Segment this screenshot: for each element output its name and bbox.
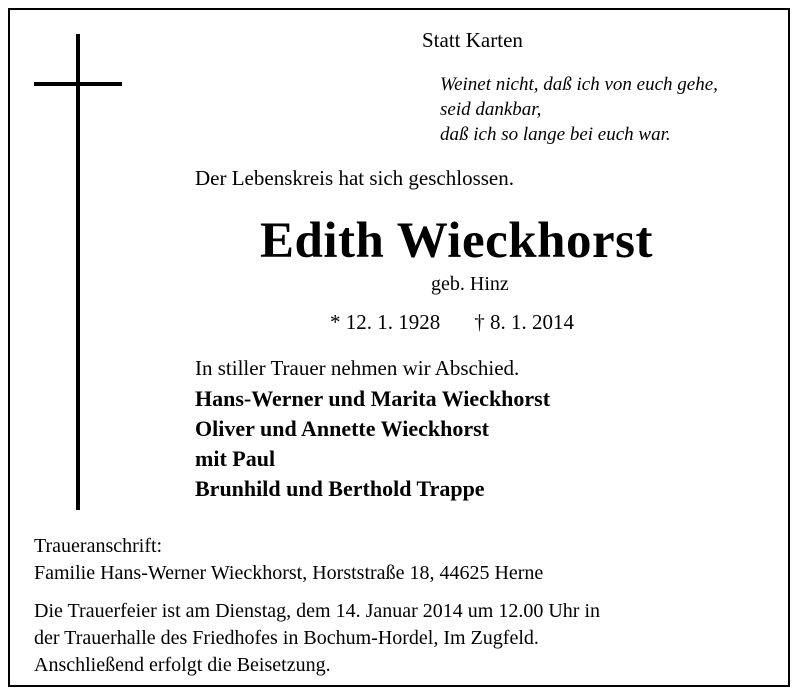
birth-date: * 12. 1. 1928 — [330, 310, 441, 334]
mourning-address — [34, 533, 543, 587]
mourner-entry: Oliver und Annette Wieckhorst — [195, 416, 489, 441]
life-dates — [330, 310, 574, 335]
intro-text: Der Lebenskreis hat sich geschlossen. — [195, 166, 514, 190]
maiden-name: geb. Hinz — [431, 273, 509, 295]
mourning-line: In stiller Trauer nehmen wir Abschied. — [195, 356, 520, 380]
poem-line: Weinet nicht, daß ich von euch gehe, — [440, 74, 718, 95]
notice-header: Statt Karten — [422, 28, 523, 52]
ceremony-line: Die Trauerfeier ist am Dienstag, dem 14. Januar 2014 um 12.00 Uhr in — [34, 600, 601, 622]
mourner-entry: mit Paul — [195, 446, 276, 471]
poem-line: seid dankbar, — [440, 99, 542, 120]
ceremony-info — [34, 598, 600, 679]
poem — [440, 72, 718, 147]
ceremony-line: Anschließend erfolgt die Beisetzung. — [34, 654, 331, 676]
ceremony-line: der Trauerhalle des Friedhofes in Bochum-Hordel, Im Zugfeld. — [34, 627, 539, 649]
death-date: † 8. 1. 2014 — [474, 310, 574, 334]
mourner-entry: Brunhild und Berthold Trappe — [195, 476, 485, 501]
mourner-entry: Hans-Werner und Marita Wieckhorst — [195, 386, 551, 411]
poem-line: daß ich so lange bei euch war. — [440, 124, 671, 145]
address-text: Familie Hans-Werner Wieckhorst, Horststraße 18, 44625 Herne — [34, 562, 544, 584]
cross-horizontal-bar — [34, 82, 122, 86]
deceased-name: Edith Wieckhorst — [260, 213, 653, 269]
mourners-list — [195, 384, 550, 504]
address-label: Traueranschrift: — [34, 535, 163, 557]
cross-vertical-bar — [76, 34, 80, 510]
